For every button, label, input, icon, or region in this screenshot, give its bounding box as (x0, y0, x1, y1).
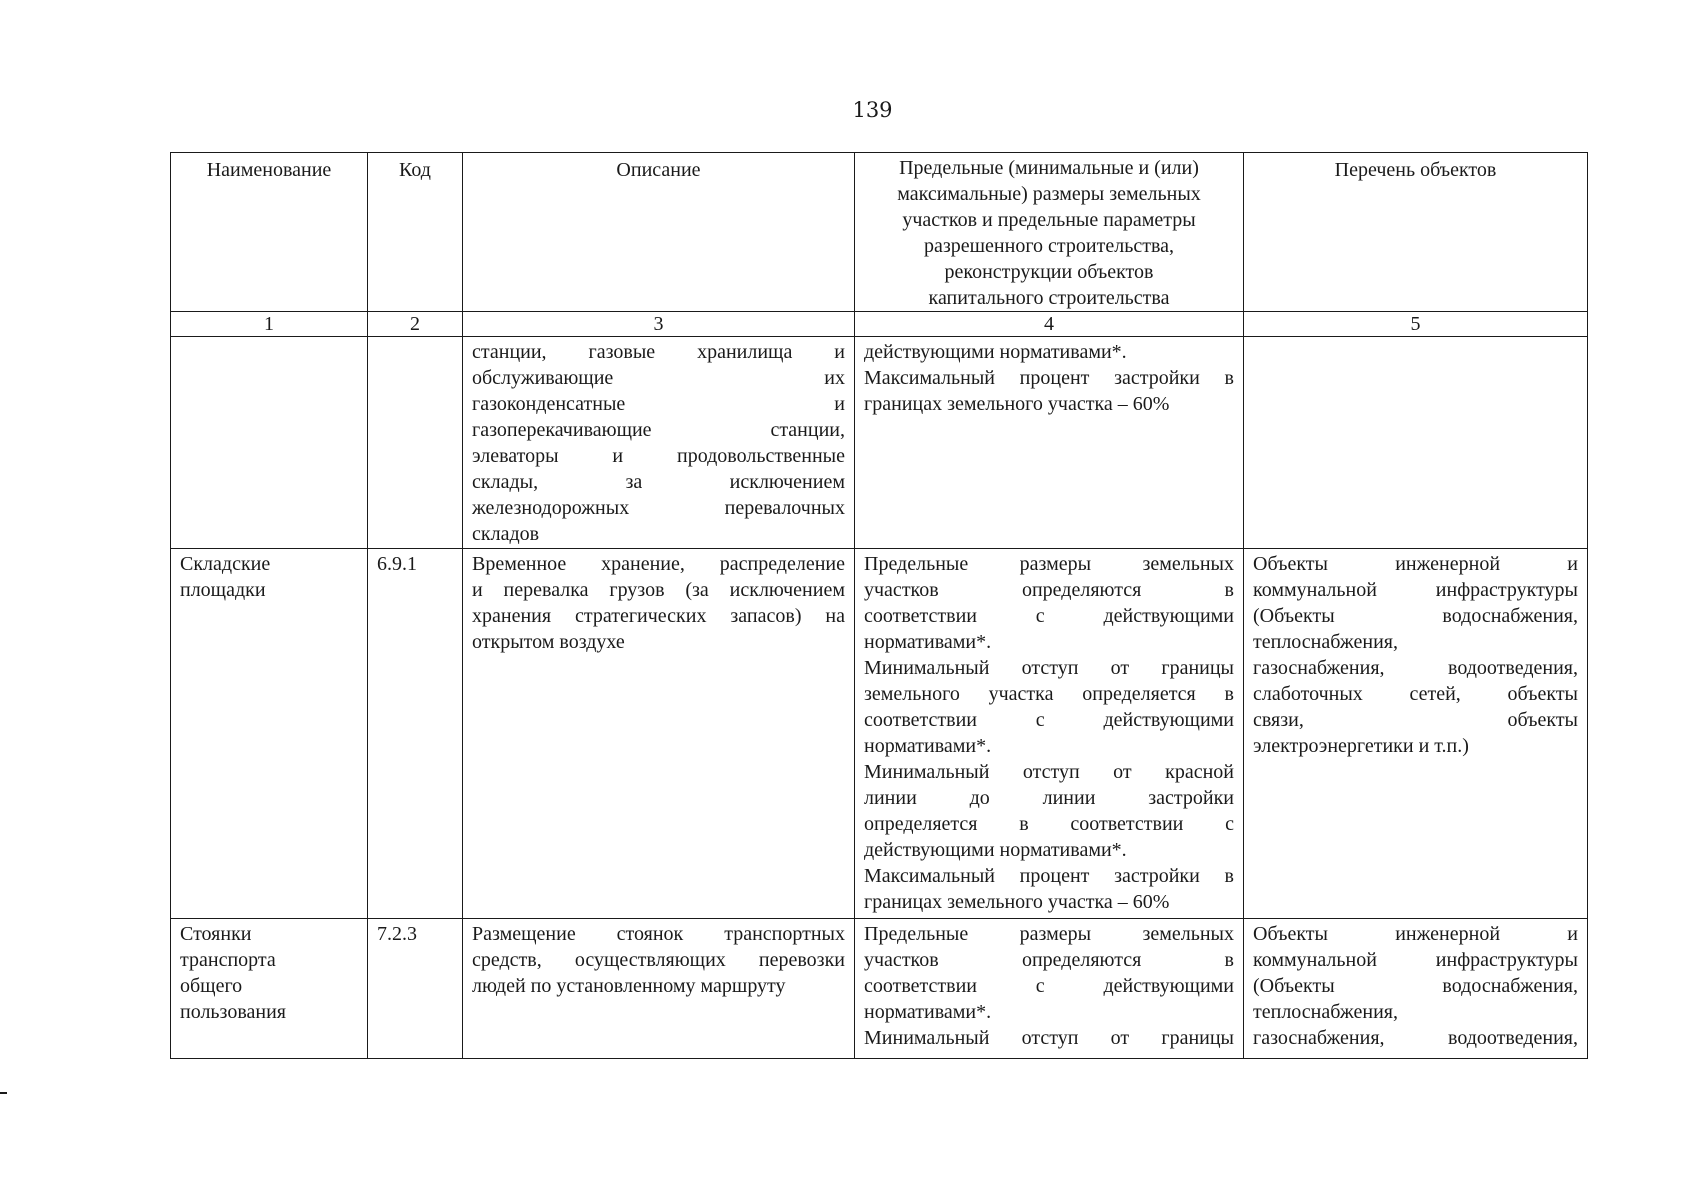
cell-params (855, 549, 1244, 919)
text-line: участков определяются в (864, 949, 1234, 971)
text-line: Размещение стоянок транспортных (472, 923, 845, 945)
text-line: газоснабжения, водоотведения, (1253, 657, 1578, 679)
table-row (171, 919, 1588, 1059)
cell-description (463, 919, 855, 1059)
table-row (171, 549, 1588, 919)
text-line: Временное хранение, распределение (472, 553, 845, 575)
text-line: Минимальный отступ от границы (864, 657, 1234, 679)
text-line: соответствии с действующими (864, 709, 1234, 731)
header-params-line: Предельные (минимальные и (или) (899, 157, 1199, 179)
cell-objects (1244, 919, 1588, 1059)
header-params-line: реконструкции объектов (944, 261, 1154, 283)
text-line: (Объекты водоснабжения, (1253, 975, 1578, 997)
text-line: коммунальной инфраструктуры (1253, 949, 1578, 971)
text-line: теплоснабжения, (1253, 631, 1398, 653)
page-number: 139 (852, 98, 893, 122)
text-line: Объекты инженерной и (1253, 923, 1578, 945)
header-params-line: разрешенного строительства, (924, 235, 1174, 257)
text-line: открытом воздухе (472, 631, 625, 653)
header-code: Код (368, 153, 463, 312)
header-params-line: капитального строительства (928, 287, 1170, 309)
text-line: пользования (180, 1001, 286, 1023)
column-number: 2 (368, 312, 463, 337)
text-line: станции, газовые хранилища и (472, 341, 845, 363)
text-line: слаботочных сетей, объекты (1253, 683, 1578, 705)
text-line: хранения стратегических запасов) на (472, 605, 845, 627)
text-line: складов (472, 523, 540, 545)
cell-code: 7.2.3 (368, 919, 463, 1059)
text-line: газоснабжения, водоотведения, (1253, 1027, 1578, 1049)
text-line: нормативами*. (864, 735, 992, 757)
cell-params (855, 919, 1244, 1059)
text-line: людей по установленному маршруту (472, 975, 786, 997)
header-params (855, 153, 1244, 312)
text-line: газоперекачивающие станции, (472, 419, 845, 441)
text-line: действующими нормативами*. (864, 839, 1127, 861)
text-line: Объекты инженерной и (1253, 553, 1578, 575)
land-use-table (170, 152, 1588, 1059)
text-line: газоконденсатные и (472, 393, 845, 415)
text-line: Предельные размеры земельных (864, 923, 1234, 945)
text-line: нормативами*. (864, 631, 992, 653)
cell-code (368, 337, 463, 549)
text-line: определяется в соответствии с (864, 813, 1234, 835)
table-row (171, 337, 1588, 549)
cell-objects (1244, 337, 1588, 549)
cell-name (171, 919, 368, 1059)
column-number: 4 (855, 312, 1244, 337)
margin-mark (0, 1092, 7, 1094)
text-line: железнодорожных перевалочных (472, 497, 845, 519)
header-params-line: максимальные) размеры земельных (897, 183, 1201, 205)
text-line: склады, за исключением (472, 471, 845, 493)
text-line: границах земельного участка – 60% (864, 393, 1170, 415)
text-line: теплоснабжения, (1253, 1001, 1398, 1023)
text-line: связи, объекты (1253, 709, 1578, 731)
table-header-row (171, 153, 1588, 312)
text-line: земельного участка определяется в (864, 683, 1234, 705)
column-number: 1 (171, 312, 368, 337)
text-line: соответствии с действующими (864, 605, 1234, 627)
text-line: Минимальный отступ от красной (864, 761, 1234, 783)
text-line: Максимальный процент застройки в (864, 367, 1234, 389)
header-params-line: участков и предельные параметры (902, 209, 1196, 231)
text-line: площадки (180, 579, 266, 601)
cell-objects (1244, 549, 1588, 919)
header-objects: Перечень объектов (1244, 153, 1588, 312)
text-line: Стоянки (180, 923, 252, 945)
column-number: 3 (463, 312, 855, 337)
header-description: Описание (463, 153, 855, 312)
text-line: нормативами*. (864, 1001, 992, 1023)
text-line: и перевалка грузов (за исключением (472, 579, 845, 601)
text-line: границах земельного участка – 60% (864, 891, 1170, 913)
text-line: общего (180, 975, 243, 997)
text-line: коммунальной инфраструктуры (1253, 579, 1578, 601)
header-name: Наименование (171, 153, 368, 312)
text-line: Складские (180, 553, 271, 575)
cell-params (855, 337, 1244, 549)
text-line: средств, осуществляющих перевозки (472, 949, 845, 971)
text-line: транспорта (180, 949, 276, 971)
text-line: линии до линии застройки (864, 787, 1234, 809)
text-line: Максимальный процент застройки в (864, 865, 1234, 887)
cell-name (171, 337, 368, 549)
column-number-row (171, 312, 1588, 337)
text-line: Минимальный отступ от границы (864, 1027, 1234, 1049)
cell-description (463, 549, 855, 919)
cell-name (171, 549, 368, 919)
text-line: Предельные размеры земельных (864, 553, 1234, 575)
text-line: электроэнергетики и т.п.) (1253, 735, 1469, 757)
cell-description (463, 337, 855, 549)
cell-code: 6.9.1 (368, 549, 463, 919)
text-line: обслуживающие их (472, 367, 845, 389)
text-line: действующими нормативами*. (864, 341, 1127, 363)
text-line: элеваторы и продовольственные (472, 445, 845, 467)
text-line: участков определяются в (864, 579, 1234, 601)
text-line: соответствии с действующими (864, 975, 1234, 997)
text-line: (Объекты водоснабжения, (1253, 605, 1578, 627)
column-number: 5 (1244, 312, 1588, 337)
